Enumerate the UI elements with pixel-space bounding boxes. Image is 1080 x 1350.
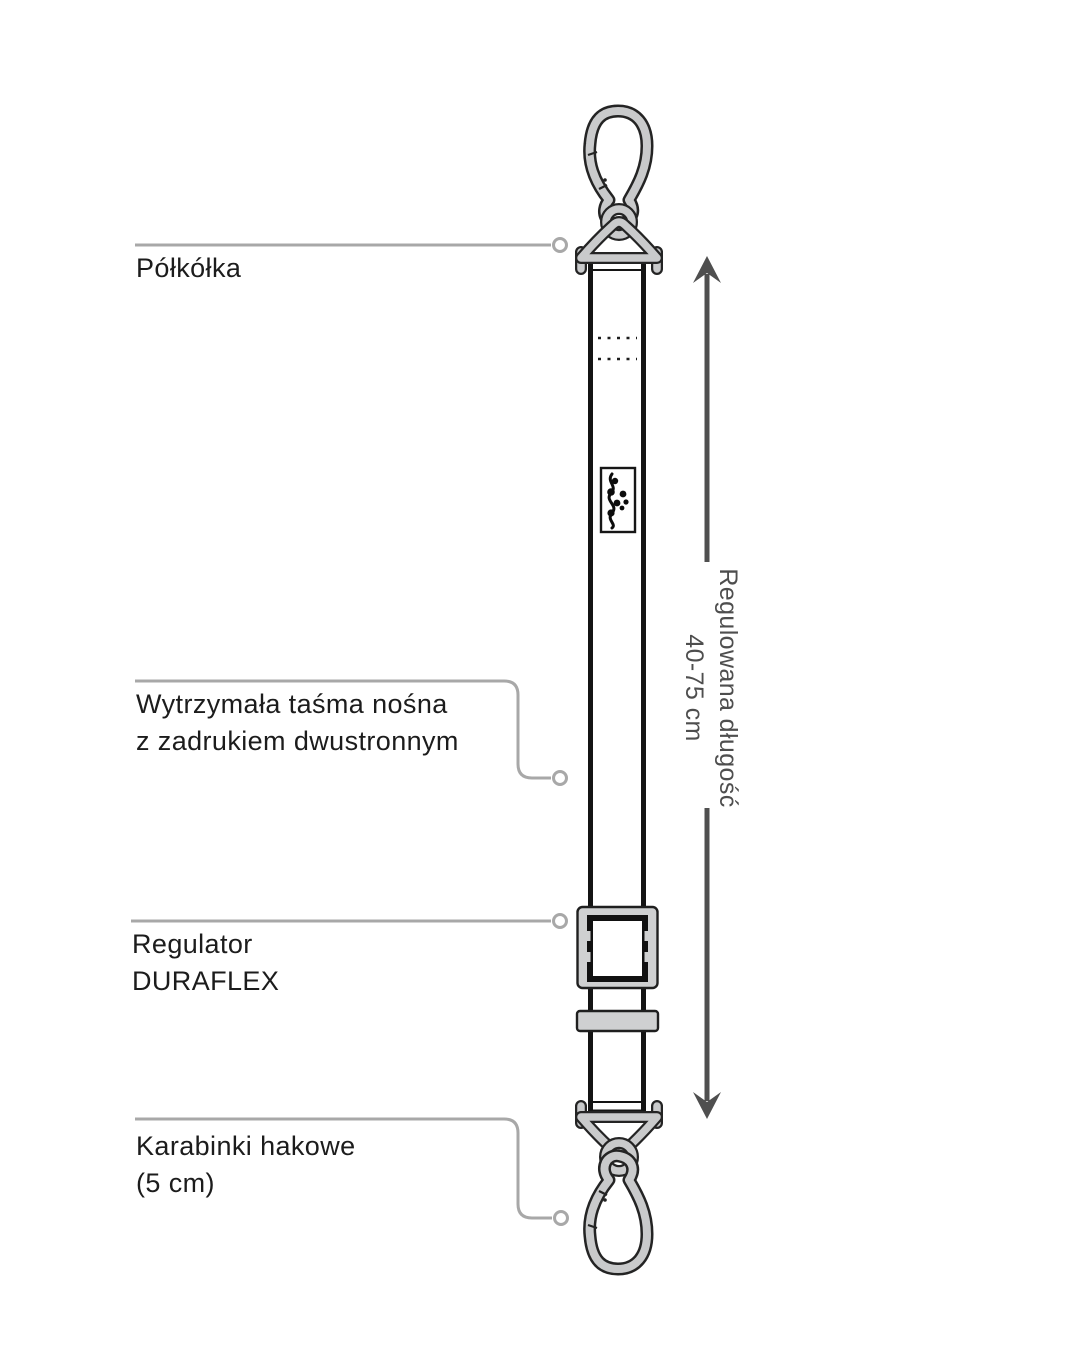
dimension-label [673, 556, 745, 820]
callout-line: z zadrukiem dwustronnym [136, 726, 459, 756]
callout-line: DURAFLEX [132, 966, 280, 996]
callout-marker-icon [554, 915, 567, 928]
callout-label-karabinki [136, 1128, 356, 1202]
dimension-line: Regulowana długość [714, 568, 742, 808]
brand-label [601, 468, 635, 532]
dimension-line: 40-75 cm [680, 634, 708, 742]
callout-label-tasma [136, 686, 459, 760]
callout-label-regulator [132, 926, 279, 1000]
strap-slider-icon [577, 1011, 658, 1031]
callout-label-polkolka [136, 250, 241, 287]
callout-line: Regulator [132, 929, 253, 959]
callout-line: Półkółka [136, 253, 242, 283]
callout-line: Wytrzymała taśma nośna [136, 689, 448, 719]
callout-marker-icon [554, 239, 567, 252]
callout-line: (5 cm) [136, 1168, 215, 1198]
duraflex-buckle-icon [578, 907, 658, 988]
callout-marker-icon [554, 772, 567, 785]
callout-marker-icon [555, 1212, 568, 1225]
callout-line: Karabinki hakowe [136, 1131, 356, 1161]
